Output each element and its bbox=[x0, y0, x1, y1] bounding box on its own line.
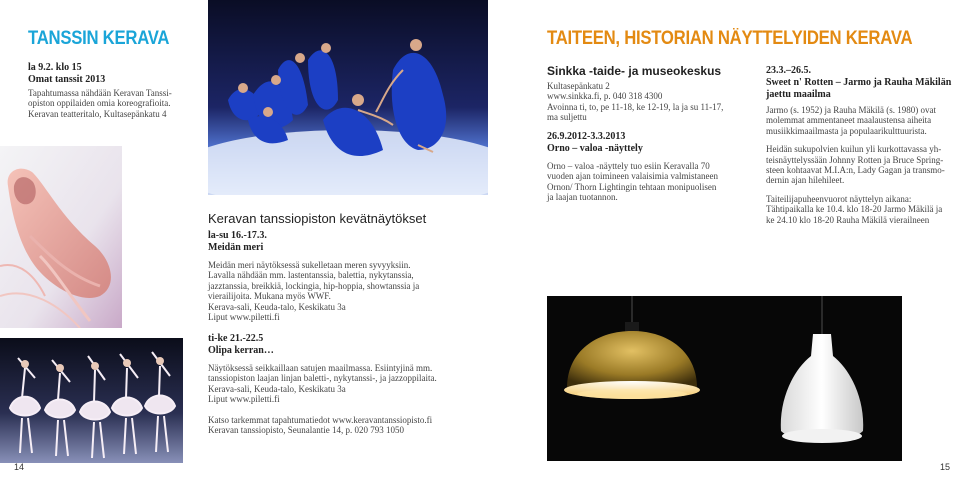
lamps-photo bbox=[547, 296, 902, 461]
event-description: Meidän meri näytöksessä sukelletaan meren syvyyksiin. Lavalla nähdään mm. lastentanssia, balettia, nykytanssia, jazztanssia, breikkiä, lockingia, hip-hoppia, showtanssia ja vierailijoita. Mukana myös WWF. Kerava-sali, Keuda-talo, Keskikatu 3a Liput www.piletti.fi bbox=[208, 260, 420, 323]
exhibit-orno bbox=[547, 131, 747, 203]
exhibit-date: 26.9.2012-3.3.2013 bbox=[547, 131, 626, 142]
event-meidan-meri bbox=[208, 230, 458, 322]
event-title: Olipa kerran… bbox=[208, 345, 274, 356]
event-date: la-su 16.-17.3. bbox=[208, 230, 267, 241]
exhibit-date: 23.3.–26.5. bbox=[766, 65, 811, 76]
exhibit-paragraph: Heidän sukupolvien kuilun yli kurkottavassa yh- teisnäyttelyssään Johnny Rotten ja Bruce Spring- steen kohtaavat M.I.A:n, Lady Gagan ja transmo- dernin ajan hilehileet. bbox=[766, 144, 945, 186]
exhibit-sweet-n-rotten bbox=[766, 65, 956, 225]
footer-info: Katso tarkemmat tapahtumatiedot www.keravantanssiopisto.fi Keravan tanssiopisto, Seunalantie 14, p. 020 793 1050 bbox=[208, 414, 433, 436]
section-heading: Keravan tanssiopiston kevätnäytökset bbox=[208, 211, 427, 226]
event-omat-tanssit bbox=[28, 62, 203, 119]
event-title: Meidän meri bbox=[208, 242, 264, 253]
left-page-heading: TANSSIN KERAVA bbox=[28, 28, 170, 49]
blue-dancers-photo bbox=[208, 0, 488, 195]
exhibit-description: Orno – valoa -näyttely tuo esiin Keravalla 70 vuoden ajan toimineen valaisimia valmistaneen Ornon/ Thorn Lightingin tehtaan monipuolisen ja laajan tuotannon. bbox=[547, 161, 718, 203]
venue-name: Sinkka -taide- ja museokeskus bbox=[547, 64, 722, 78]
event-date: ti-ke 21.-22.5 bbox=[208, 333, 264, 344]
event-description: Tapahtumassa nähdään Keravan Tanssi- opiston oppilaiden omia koreografioita. Keravan teatteritalo, Kultasepänkatu 4 bbox=[28, 88, 172, 119]
event-description: Näytöksessä seikkaillaan satujen maailmassa. Esiintyjinä mm. tanssiopiston laajan linjan baletti-, nykytanssi-, ja jazzoppilaita. Kerava-sali, Keuda-talo, Keskikatu 3a Liput www.piletti.fi bbox=[208, 363, 437, 405]
right-page-heading: TAITEEN, HISTORIAN NÄYTTELYIDEN KERAVA bbox=[547, 28, 913, 49]
exhibit-title: Orno – valoa -näyttely bbox=[547, 143, 643, 154]
page-number-right: 15 bbox=[940, 462, 951, 472]
page-number-left: 14 bbox=[14, 462, 25, 472]
sinkka-venue bbox=[547, 64, 747, 123]
event-olipa-kerran bbox=[208, 333, 468, 435]
artist-talks: Taiteilijapuheenvuorot näyttelyn aikana: Tähtipaikalla ke 10.4. klo 18-20 Jarmo Mäkilä ja ke 24.10 klo 18-20 Rauha Mäkilä vierailneen bbox=[766, 193, 943, 225]
event-date: la 9.2. klo 15 bbox=[28, 62, 82, 73]
pointe-shoe-photo bbox=[0, 146, 122, 328]
venue-info: Kultasepänkatu 2 www.sinkka.fi, p. 040 318 4300 Avoinna ti, to, pe 11-18, ke 12-19, la ja su 11-17, ma suljettu bbox=[547, 81, 724, 123]
exhibit-description: Jarmo (s. 1952) ja Rauha Mäkilä (s. 1980) ovat molemmat ammentaneet maalaustensa aiheita musiikkimaailmasta ja populaarikulttuurista. bbox=[766, 105, 936, 136]
event-title: Omat tanssit 2013 bbox=[28, 74, 106, 85]
exhibit-title: Sweet n' Rotten – Jarmo ja Rauha Mäkilän jaettu maailma bbox=[766, 77, 952, 100]
ballet-dancers-photo bbox=[0, 338, 183, 463]
